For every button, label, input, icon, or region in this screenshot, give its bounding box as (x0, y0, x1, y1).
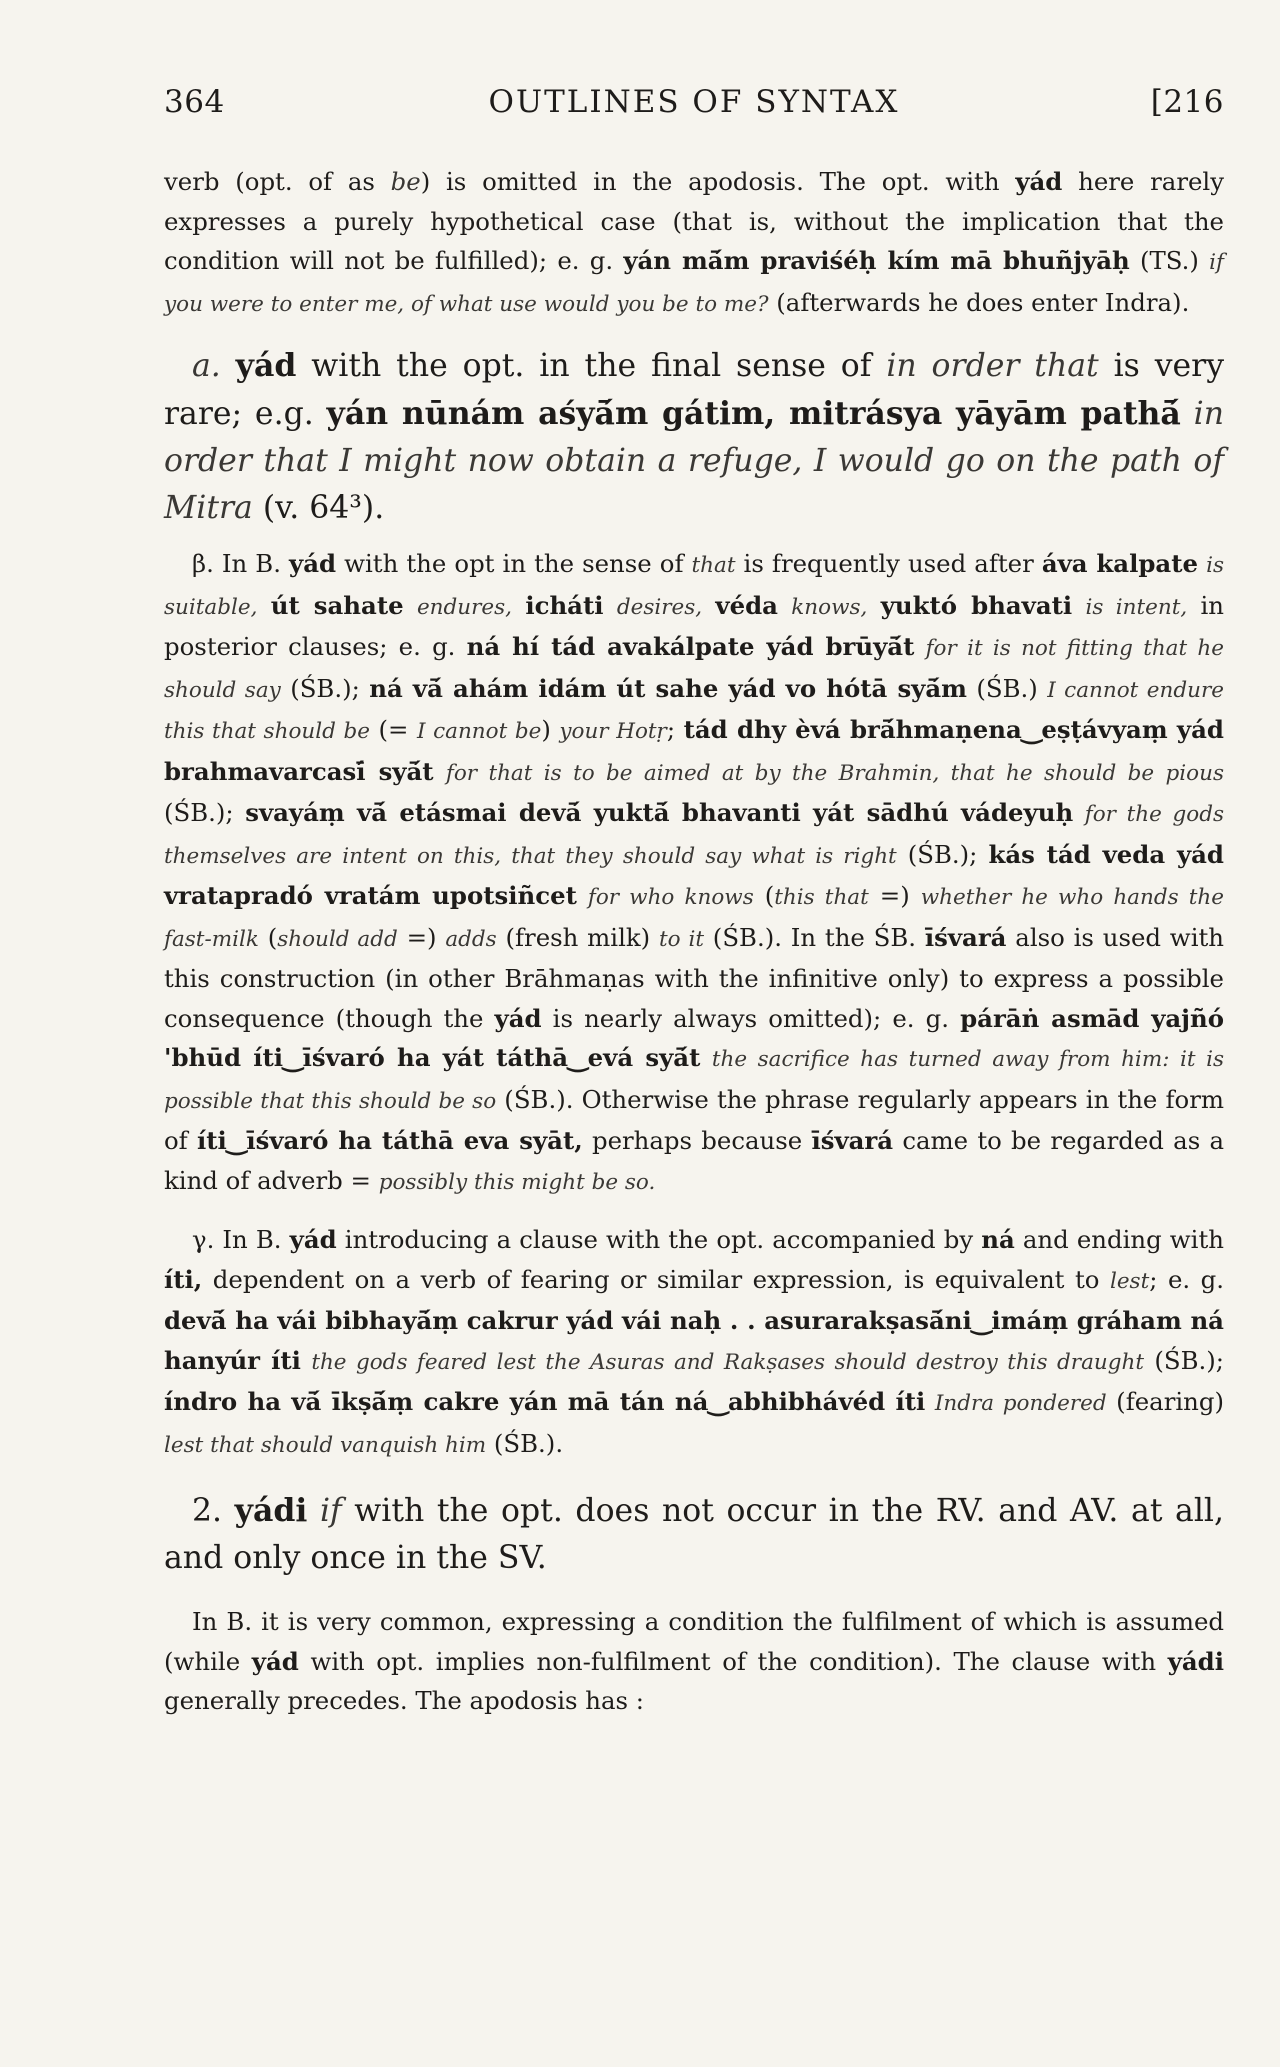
translation-text: be (390, 167, 421, 196)
translation-text: I cannot endure this that should be (164, 677, 1224, 744)
body-text: ; e. g. (1149, 1264, 1225, 1294)
paragraph-alpha (164, 342, 1224, 532)
translation-text: I cannot be (416, 719, 542, 744)
sanskrit-term: yuktó bhavati (880, 590, 1073, 620)
body-text (1072, 591, 1085, 620)
translation-text: if (319, 1493, 342, 1529)
paragraph-beta (164, 544, 1224, 1202)
body-text (434, 757, 446, 786)
body-text (1181, 396, 1194, 432)
body-text (604, 591, 617, 620)
sanskrit-term: íti‿īśvaró ha táthā eva syāt, (196, 1126, 583, 1155)
translation-text: to it (659, 926, 704, 952)
translation-text: in order that I might now obtain a refuge, I would go on the path of Mitra (164, 396, 1224, 526)
body-text: ; (666, 715, 684, 744)
sanskrit-term: íti, (164, 1264, 203, 1294)
sanskrit-term: kás tád veda yád vratapradó vratám upotsiñcet (164, 839, 1224, 910)
body-text (512, 591, 525, 620)
body-text (914, 632, 925, 661)
body-text: 2. (192, 1493, 235, 1529)
body-text (404, 591, 417, 620)
body-text: ) is omitted in the apodosis. The opt. with (420, 167, 1016, 196)
sanskrit-term: icháti (525, 590, 604, 620)
sanskrit-term: tád dhy èvá brā́hmaṇena‿eṣṭávyaṃ yád brahmavarcasī́ syā́t (164, 715, 1224, 786)
sanskrit-term: yád (1015, 167, 1063, 196)
translation-text: your Hotṛ (559, 719, 667, 744)
body-text (301, 1346, 311, 1375)
sanskrit-term: ná vā́ ahám idám út sahe yád vo hótā syā́m (369, 673, 967, 703)
body-text: (ŚB.) (966, 673, 1048, 703)
page-number: 364 (164, 84, 225, 120)
sanskrit-term: yádi (1167, 1646, 1224, 1676)
body-text: (fearing) (1106, 1387, 1224, 1416)
body-text: (ŚB.). In the ŚB. (704, 922, 925, 952)
body-text: dependent on a verb of fearing or similar expression, is equivalent to (202, 1264, 1110, 1294)
paragraph-apodosis (164, 162, 1224, 324)
translation-text: possibly this might be so. (378, 1169, 656, 1195)
paragraph-gamma (164, 1220, 1224, 1465)
body-text: in posterior clauses; e. g. (164, 590, 1224, 661)
sanskrit-term: út sahate (270, 590, 404, 620)
body-text: also is used with this construction (in other Brāhmaṇas with the infinitive only) to express a possible consequence (though the (164, 922, 1224, 1033)
body-text: (afterwards he does enter Indra). (768, 287, 1190, 317)
body-text: γ. In B. (192, 1225, 290, 1254)
body-text: here rarely expresses a purely hypothetical case (that is, without the implication that the condition will not be fulfilled); e. g. (164, 167, 1224, 275)
body-text (700, 1043, 711, 1072)
translation-text: for it is not fitting that he should say (164, 636, 1224, 703)
body-text: ) (541, 715, 560, 744)
body-text (702, 591, 715, 620)
translation-text: in order that (886, 348, 1099, 384)
body-text: (ŚB.); (280, 673, 370, 703)
translation-text: is suitable, (164, 553, 1224, 620)
translation-text: for the gods themselves are intent on this, that they should say what is right (164, 802, 1224, 869)
sanskrit-term: yád (251, 1646, 299, 1676)
sanskrit-term: īśvará (924, 922, 1007, 952)
sanskrit-term: áva kalpate (1041, 549, 1198, 578)
page-body (164, 162, 1224, 1721)
translation-text: adds (445, 926, 497, 952)
running-title: OUTLINES OF SYNTAX (488, 84, 900, 120)
body-text: introducing a clause with the opt. accompanied by (336, 1225, 982, 1254)
translation-text: for who knows (587, 885, 754, 910)
body-text: with the opt in the sense of (336, 549, 692, 578)
body-text: (ŚB.); (164, 798, 246, 827)
sanskrit-term: yán nūnám aśyā́m gátim, mitrásya yāyām pathā́ (326, 395, 1181, 432)
section-number: [216 (1150, 84, 1224, 120)
body-text: perhaps because (582, 1126, 812, 1155)
translation-text: if you were to enter me, of what use would you be to me? (164, 250, 1224, 317)
translation-text: for that is to be aimed at by the Brahmin, that he should be pious (445, 760, 1224, 786)
translation-text: Indra pondered (934, 1391, 1107, 1416)
translation-text: is intent, (1085, 594, 1188, 620)
body-text: (= (369, 715, 417, 744)
body-text: =) (397, 922, 446, 952)
body-text (867, 591, 880, 620)
body-text: ( (753, 881, 775, 910)
body-text (1073, 798, 1085, 827)
body-text: came to be regarded as a kind of adverb = (164, 1126, 1224, 1195)
translation-text: knows, (791, 594, 868, 620)
sanskrit-term: yád (289, 1225, 337, 1254)
body-text (257, 591, 270, 620)
translation-text: a. (192, 348, 236, 384)
sanskrit-term: yádi (234, 1492, 308, 1529)
body-text: generally precedes. The apodosis has : (164, 1686, 645, 1715)
body-text: verb (opt. of as (164, 167, 391, 196)
body-text: ( (258, 922, 278, 952)
body-text (577, 881, 588, 910)
sanskrit-term: devā́ ha vái bibhayā́ṃ cakrur yád vái naḥ . . asurarakṣasā́ni‿imáṃ gráham ná hanyúr íti (164, 1306, 1224, 1375)
sanskrit-term: yád (235, 347, 297, 384)
body-text: (ŚB.); (896, 839, 989, 869)
section-heading-2 (164, 1487, 1224, 1582)
translation-text: should add (277, 926, 398, 952)
sanskrit-term: párāṅ asmād yajñó 'bhūd íti‿īśvaró ha yát táthā‿evá syā́t (164, 1003, 1225, 1072)
sanskrit-term: īśvará (811, 1126, 894, 1155)
body-text: with opt. implies non-fulfilment of the condition). The clause with (298, 1646, 1168, 1676)
sanskrit-term: yád (289, 549, 337, 578)
paragraph-in-b (164, 1602, 1224, 1721)
body-text: (v. 64³). (252, 490, 385, 526)
body-text: is very rare; e.g. (164, 348, 1224, 432)
body-text: with the opt. does not occur in the RV. and AV. at all, and only once in the SV. (164, 1493, 1225, 1576)
body-text: (fresh milk) (496, 922, 660, 952)
translation-text: lest that should vanquish him (164, 1432, 487, 1458)
sanskrit-term: ná (981, 1225, 1015, 1254)
body-text: (ŚB.). Otherwise the phrase regularly appears in the form of (164, 1084, 1224, 1155)
body-text: is frequently used after (735, 549, 1042, 578)
translation-text: endures, (416, 594, 513, 620)
body-text: =) (868, 881, 921, 910)
body-text (925, 1387, 935, 1416)
body-text: (TS.) (1129, 246, 1210, 275)
sanskrit-term: svayáṃ vā́ etásmai devā́ yuktā́ bhavanti yát sādhú vádeyuḥ (245, 798, 1074, 827)
body-text: (ŚB.). (486, 1428, 564, 1458)
translation-text: this that (774, 885, 869, 910)
body-text: and ending with (1014, 1225, 1224, 1254)
body-text: (ŚB.); (1144, 1345, 1224, 1375)
translation-text: the sacrifice has turned away from him: it is possible that this should be so (164, 1047, 1224, 1114)
translation-text: the gods feared lest the Asuras and Rakṣases should destroy this draught (311, 1349, 1144, 1375)
translation-text: desires, (616, 594, 703, 620)
body-text: with the opt. in the final sense of (296, 348, 887, 384)
sanskrit-term: índro ha vā́ īkṣā́ṃ cakre yán mā tán ná‿abhibhávéd íti (164, 1387, 926, 1416)
running-header (164, 84, 1224, 128)
body-text: is nearly always omitted); e. g. (541, 1003, 961, 1033)
translation-text: that (691, 553, 736, 578)
sanskrit-term: ná hí tád avakálpate yád brūyā́t (466, 632, 915, 661)
body-text: β. In B. (192, 549, 290, 578)
body-text: In B. it is very common, expressing a condition the fulfilment of which is assumed (while (164, 1607, 1224, 1676)
sanskrit-term: yád (494, 1003, 542, 1033)
sanskrit-term: yán mā́m praviśéḥ kím mā bhuñjyāḥ (623, 246, 1130, 275)
body-text (778, 591, 791, 620)
sanskrit-term: véda (715, 590, 778, 620)
translation-text: whether he who hands the fast-milk (164, 885, 1224, 952)
translation-text: lest (1109, 1268, 1150, 1294)
body-text (1198, 549, 1206, 578)
body-text (307, 1493, 320, 1529)
